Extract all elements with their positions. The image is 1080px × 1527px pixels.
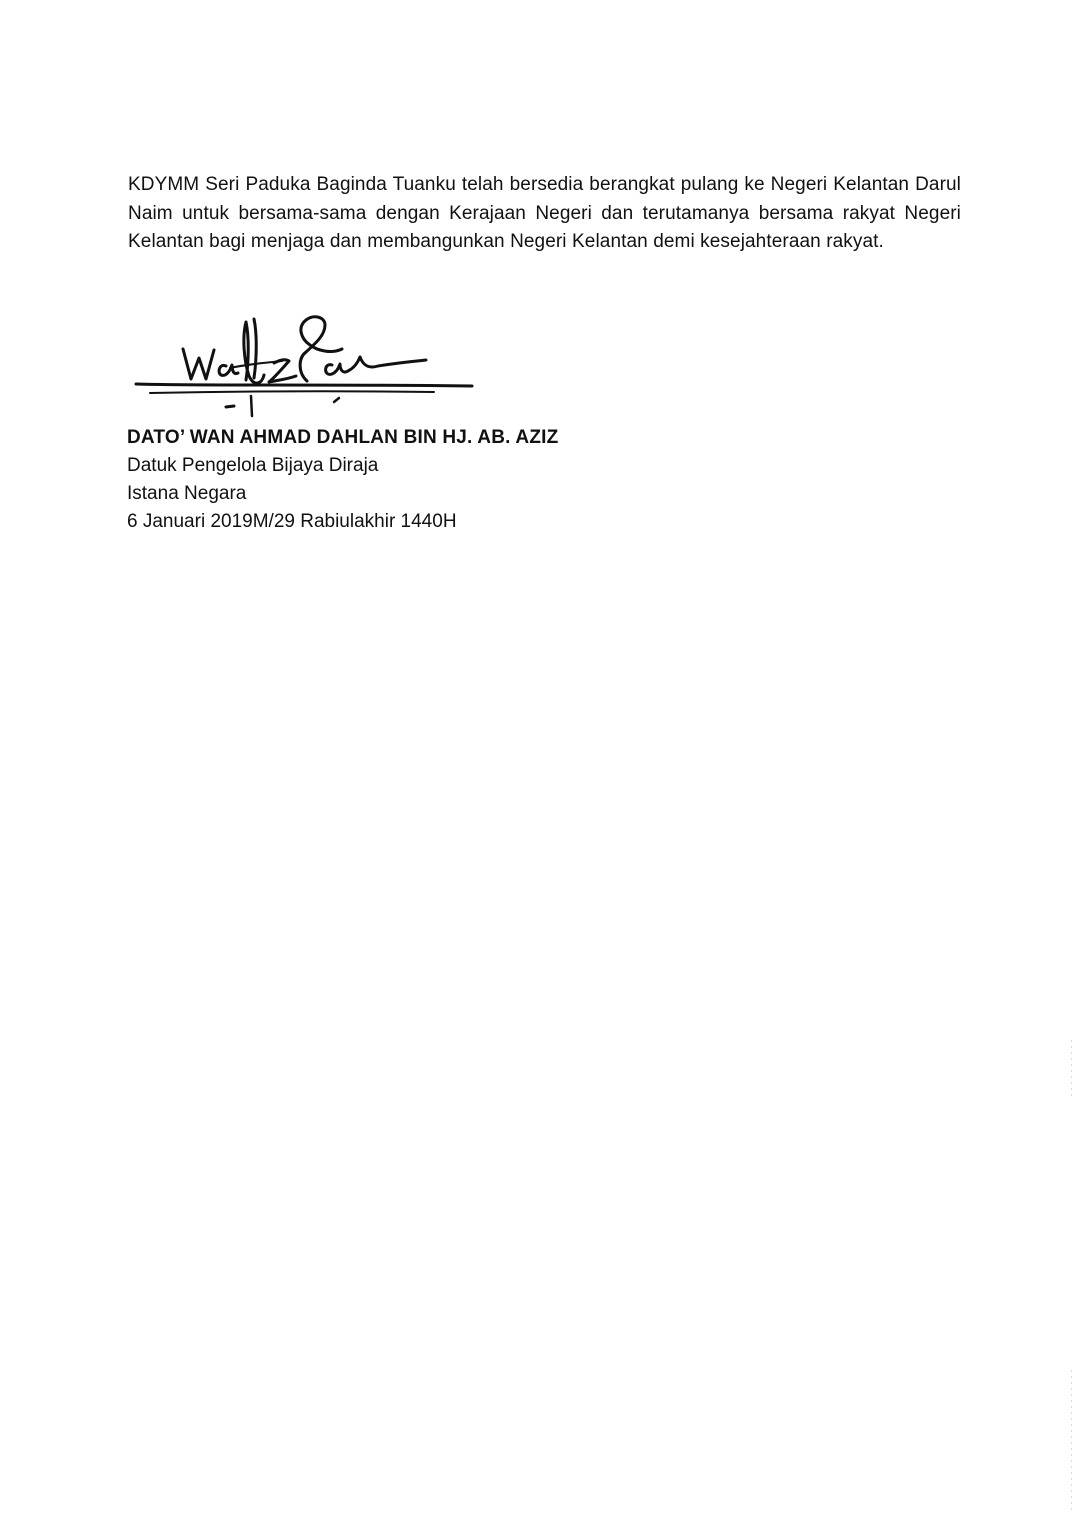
signatory-date: 6 Januari 2019M/29 Rabiulakhir 1440H [127, 511, 457, 532]
signatory-title: Datuk Pengelola Bijaya Diraja [127, 455, 379, 476]
signatory-office: Istana Negara [127, 483, 247, 504]
signatory-name: DATO’ WAN AHMAD DAHLAN BIN HJ. AB. AZIZ [127, 427, 559, 448]
scan-edge-mark [1071, 1370, 1072, 1510]
scan-edge-mark [1071, 1040, 1072, 1098]
handwritten-signature [128, 312, 488, 422]
body-paragraph: KDYMM Seri Paduka Baginda Tuanku telah bersedia berangkat pulang ke Negeri Kelantan Darul Naim untuk bersama-sama dengan Kerajaan Negeri dan terutamanya bersama rakyat Negeri Kelantan bagi menjaga dan membangunkan Negeri Kelantan demi kesejahteraan rakyat. [128, 174, 961, 252]
signatory-block [127, 424, 827, 536]
